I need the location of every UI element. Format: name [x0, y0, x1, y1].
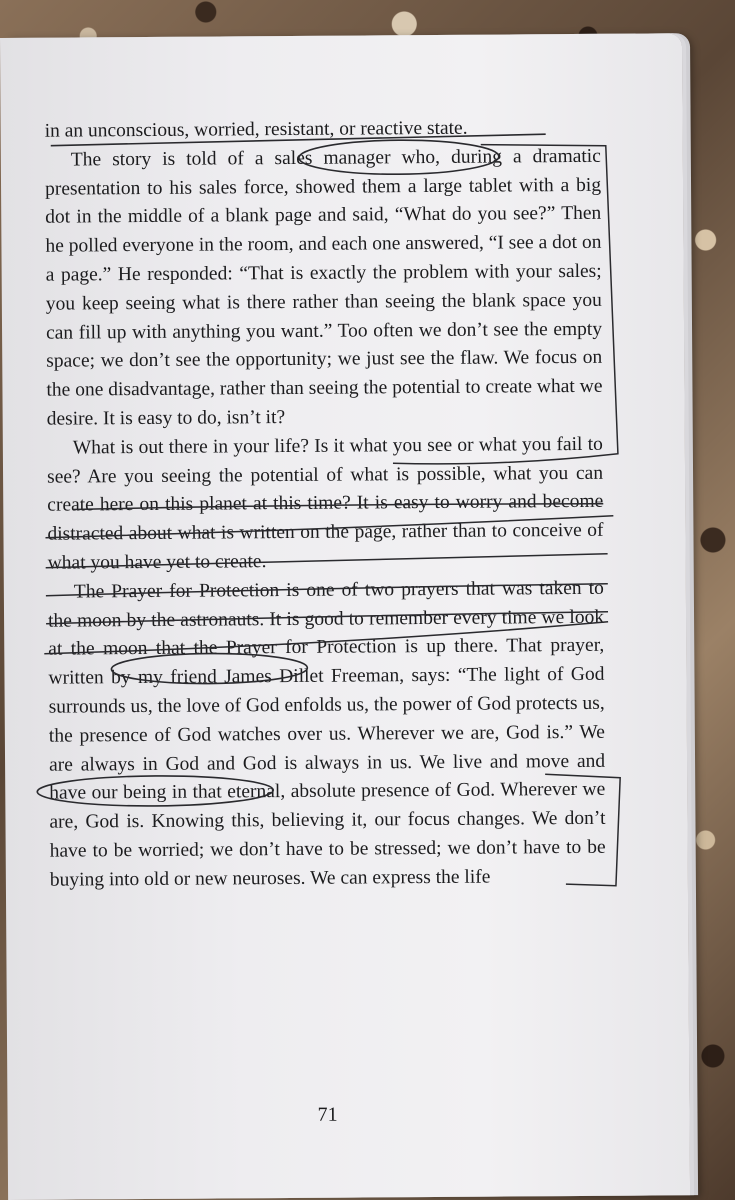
paragraph-prayer-for-protection: The Prayer for Protection is one of two prayers that was taken to the moon by the astronauts. It is good to remember every time we look at the moon that the Prayer for Protection is up there. That prayer, written by my friend James Dillet Freeman, says: “The light of God surrounds us, the love of God enfolds us, the power of God protects us, the presence of God watches over us. Wherever we are, God is.” We are always in God and God is always in us. We live and move and have our being in that eternal, absolute presence of God. Wherever we are, God is. Knowing this, believing it, our focus changes. We don’t have to be worried; we don’t have to be stressed; we don’t have to be buying into old or new neuroses. We can express the life	[47, 577, 606, 891]
page-text	[45, 114, 606, 895]
paragraph-continuation: in an unconscious, worried, resistant, or reactive state.	[44, 117, 468, 142]
book-page	[0, 33, 690, 1200]
paragraph-sales-manager: The story is told of a sales manager who, during a dramatic presentation to his sales force, showed them a large tablet with a big dot in the middle of a blank page and said, “What do you see?” Then he polled everyone in the room, and each one answered, “I see a dot on a page.” He responded: “That is exactly the problem with your sales; you keep seeing what is there rather than seeing the blank space you can fill up with anything you want.” Too often we don’t see the empty space; we don’t see the opportunity; we just see the flaw. We focus on the one disadvantage, rather than seeing the potential to create what we desire. It is easy to do, isn’t it?	[44, 145, 603, 430]
paragraph-what-is-out-there: What is out there in your life? Is it what you see or what you fail to see? Are you seeing the potential of what is possible, what you can create here on this planet at this time? It is easy to worry and become distracted about what is written on the page, rather than to conceive of what you have yet to create.	[46, 433, 604, 574]
page-number: 71	[317, 1103, 338, 1126]
